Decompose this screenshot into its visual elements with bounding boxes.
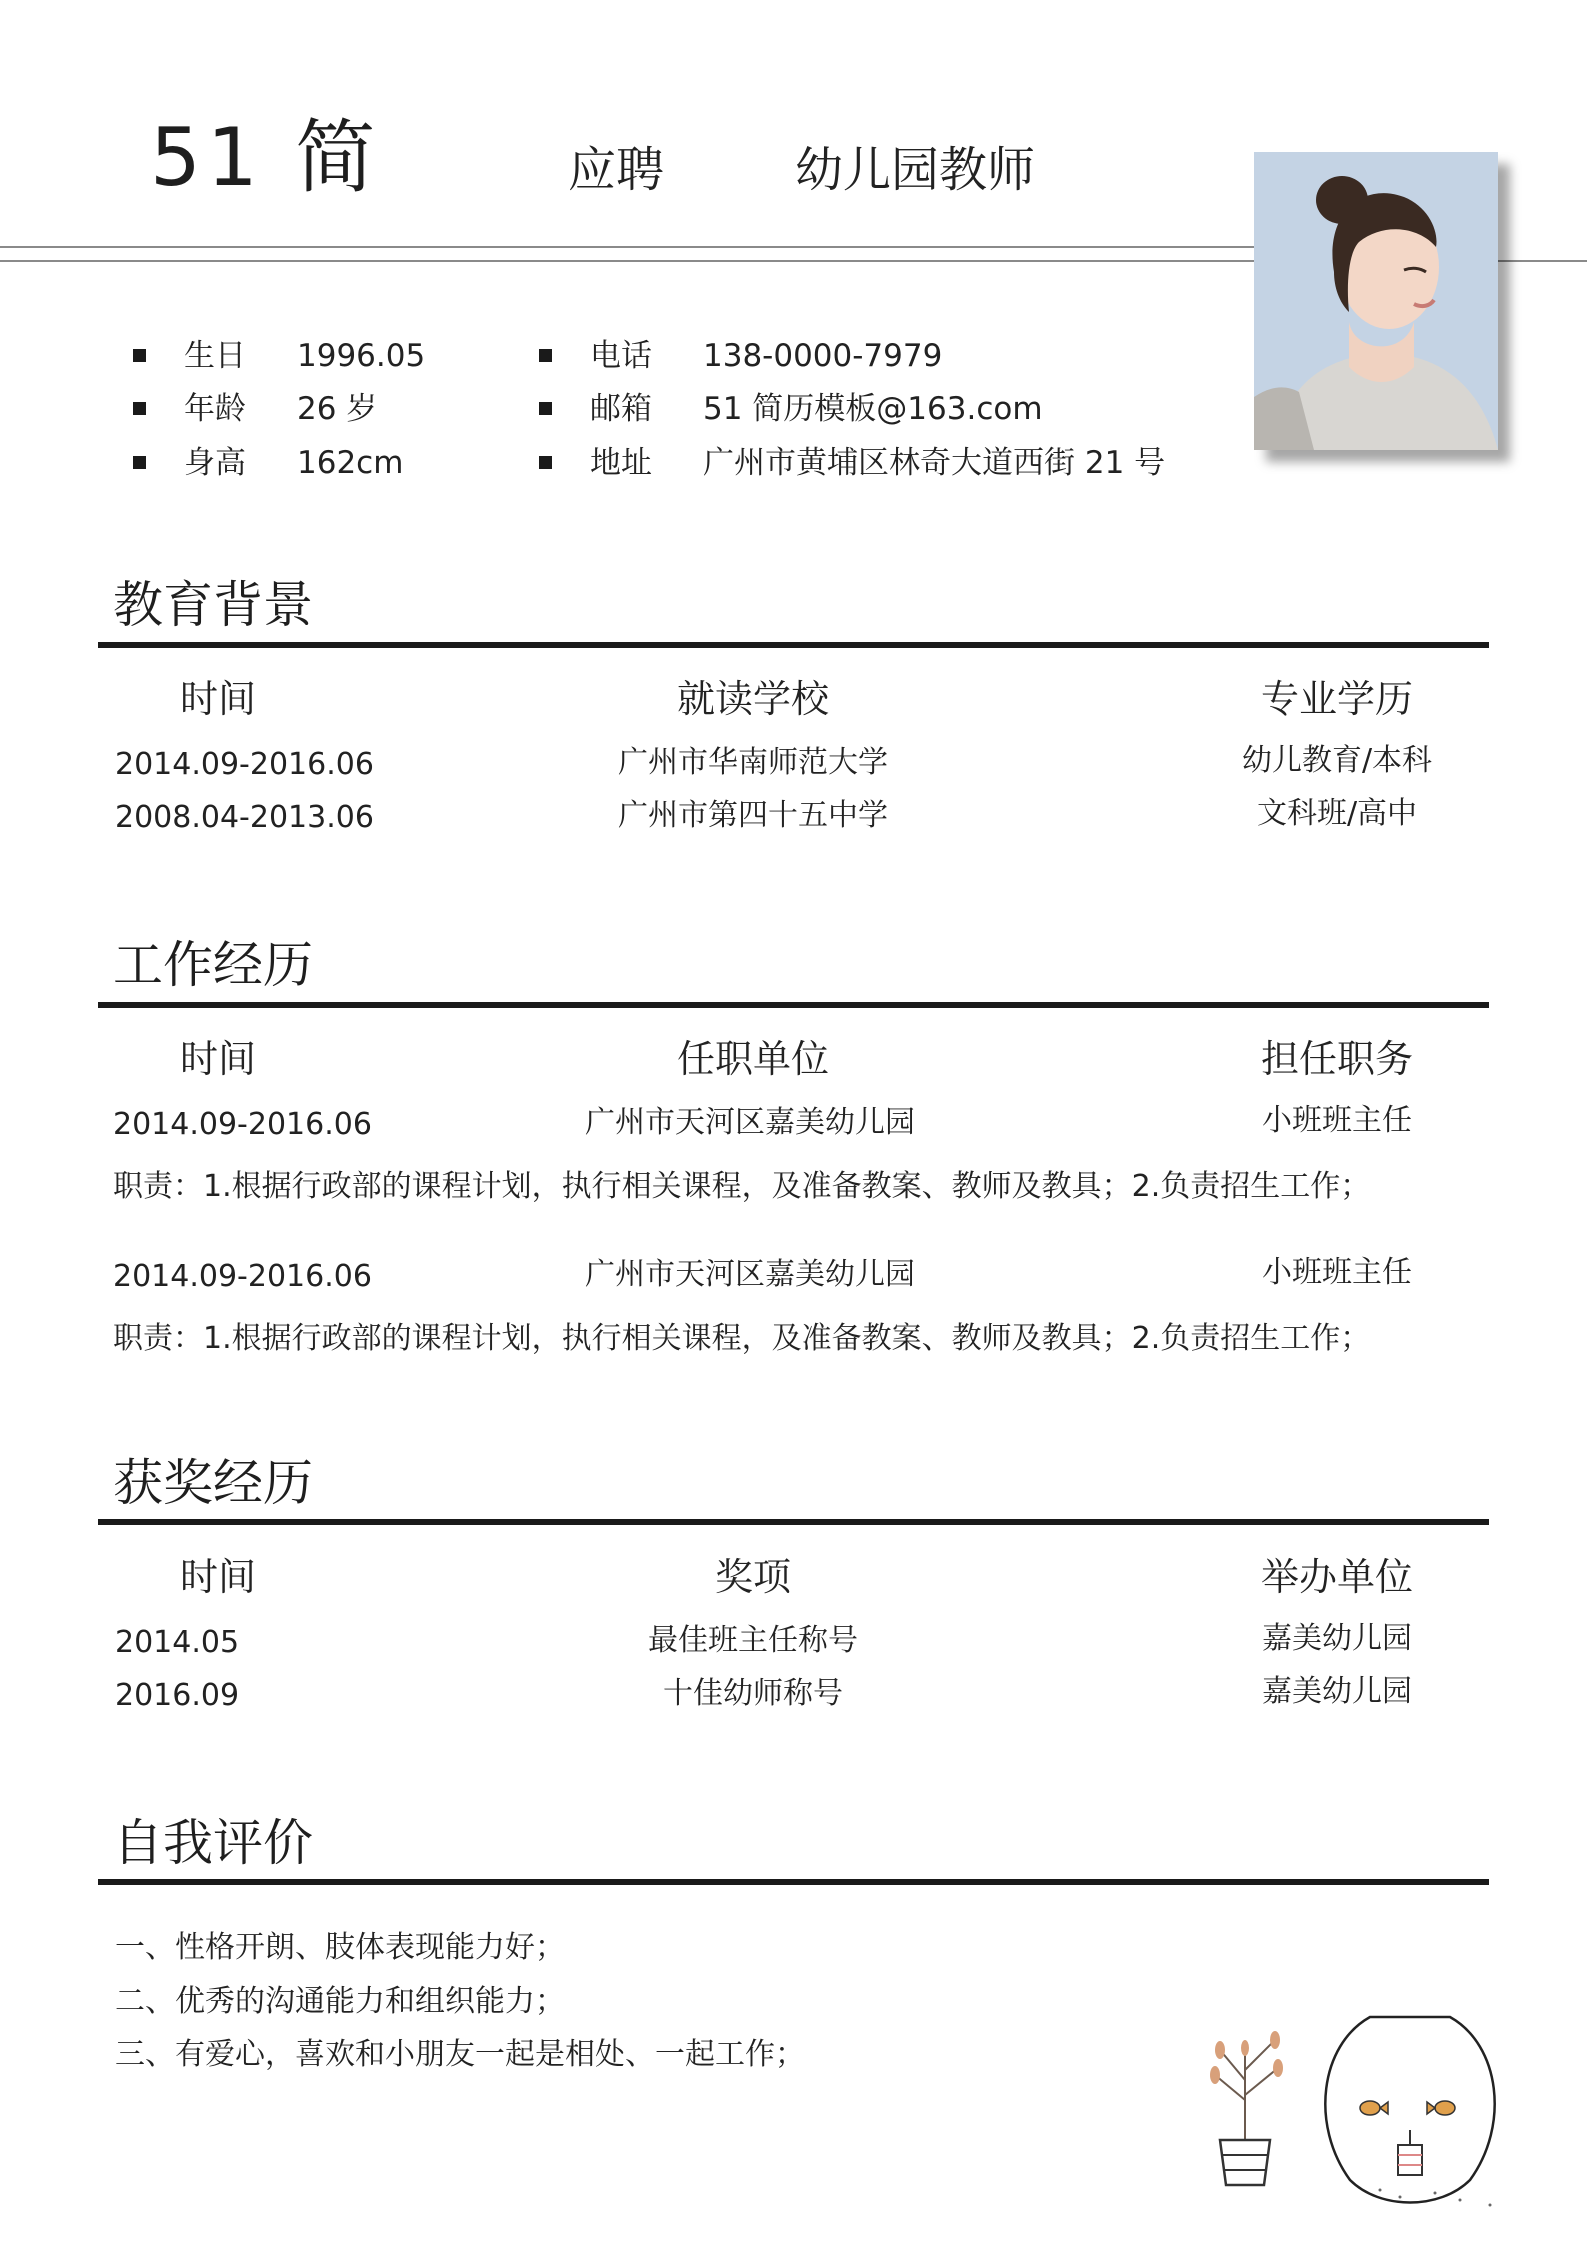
section-title-awards: 获奖经历 xyxy=(113,1454,313,1512)
work-org: 广州市天河区嘉美幼儿园 xyxy=(585,1257,915,1292)
info-label-age: 年龄 xyxy=(184,391,246,427)
square-bullet-icon xyxy=(133,456,146,469)
info-label-phone: 电话 xyxy=(590,338,652,374)
square-bullet-icon xyxy=(133,349,146,362)
potted-plant-icon xyxy=(1190,2030,1300,2190)
info-label-email: 邮箱 xyxy=(590,391,652,427)
award-org: 嘉美幼儿园 xyxy=(1262,1621,1412,1656)
info-value-age: 26 岁 xyxy=(297,391,378,427)
square-bullet-icon xyxy=(133,402,146,415)
column-header: 就读学校 xyxy=(676,677,830,721)
apply-job-title: 幼儿园教师 xyxy=(795,142,1036,198)
work-duty: 职责：1.根据行政部的课程计划，执行相关课程，及准备教案、教师及教具；2.负责招生工作； xyxy=(113,1321,1371,1356)
info-value-height: 162cm xyxy=(297,445,404,481)
award-time: 2016.09 xyxy=(115,1678,240,1713)
section-title-education: 教育背景 xyxy=(113,576,313,634)
column-header: 担任职务 xyxy=(1260,1037,1414,1081)
column-header: 时间 xyxy=(179,677,257,721)
section-divider xyxy=(98,642,1489,648)
work-org: 广州市天河区嘉美幼儿园 xyxy=(585,1105,915,1140)
fishbowl-icon xyxy=(1310,2005,1510,2215)
section-title-work: 工作经历 xyxy=(113,936,313,994)
info-label-birthday: 生日 xyxy=(184,338,246,374)
education-major: 文科班/高中 xyxy=(1256,796,1418,831)
profile-photo xyxy=(1254,152,1498,450)
self-eval-line: 三、有爱心，喜欢和小朋友一起是相处、一起工作； xyxy=(115,2037,805,2072)
work-role: 小班班主任 xyxy=(1262,1255,1412,1290)
square-bullet-icon xyxy=(539,456,552,469)
info-label-height: 身高 xyxy=(184,445,246,481)
award-org: 嘉美幼儿园 xyxy=(1262,1674,1412,1709)
section-divider xyxy=(98,1002,1489,1008)
work-time: 2014.09-2016.06 xyxy=(113,1259,372,1294)
work-duty: 职责：1.根据行政部的课程计划，执行相关课程，及准备教案、教师及教具；2.负责招生工作； xyxy=(113,1169,1371,1204)
column-header: 时间 xyxy=(179,1037,257,1081)
award-name: 最佳班主任称号 xyxy=(648,1623,858,1658)
section-divider xyxy=(98,1879,1489,1885)
education-time: 2008.04-2013.06 xyxy=(115,800,374,835)
info-value-phone: 138-0000-7979 xyxy=(703,338,943,374)
work-role: 小班班主任 xyxy=(1262,1103,1412,1138)
info-value-email: 51 简历模板@163.com xyxy=(703,391,1043,427)
header-divider-top xyxy=(0,246,1254,248)
portrait-illustration xyxy=(1254,152,1498,450)
award-name: 十佳幼师称号 xyxy=(663,1676,843,1711)
square-bullet-icon xyxy=(539,349,552,362)
self-eval-line: 一、性格开朗、肢体表现能力好； xyxy=(115,1930,565,1965)
education-school: 广州市第四十五中学 xyxy=(618,798,888,833)
work-time: 2014.09-2016.06 xyxy=(113,1107,372,1142)
info-value-address: 广州市黄埔区林奇大道西街 21 号 xyxy=(703,445,1166,481)
education-time: 2014.09-2016.06 xyxy=(115,747,374,782)
column-header: 举办单位 xyxy=(1260,1555,1414,1599)
section-title-self-eval: 自我评价 xyxy=(113,1814,313,1872)
column-header: 专业学历 xyxy=(1260,677,1414,721)
candidate-name: 51 简 xyxy=(150,111,382,204)
education-major: 幼儿教育/本科 xyxy=(1241,743,1433,778)
section-divider xyxy=(98,1519,1489,1525)
apply-label: 应聘 xyxy=(568,142,665,198)
square-bullet-icon xyxy=(539,402,552,415)
column-header: 时间 xyxy=(179,1555,257,1599)
info-label-address: 地址 xyxy=(590,445,652,481)
award-time: 2014.05 xyxy=(115,1625,240,1660)
info-value-birthday: 1996.05 xyxy=(297,338,426,374)
self-eval-line: 二、优秀的沟通能力和组织能力； xyxy=(115,1984,565,2019)
education-school: 广州市华南师范大学 xyxy=(618,745,888,780)
column-header: 任职单位 xyxy=(676,1037,830,1081)
column-header: 奖项 xyxy=(714,1555,792,1599)
